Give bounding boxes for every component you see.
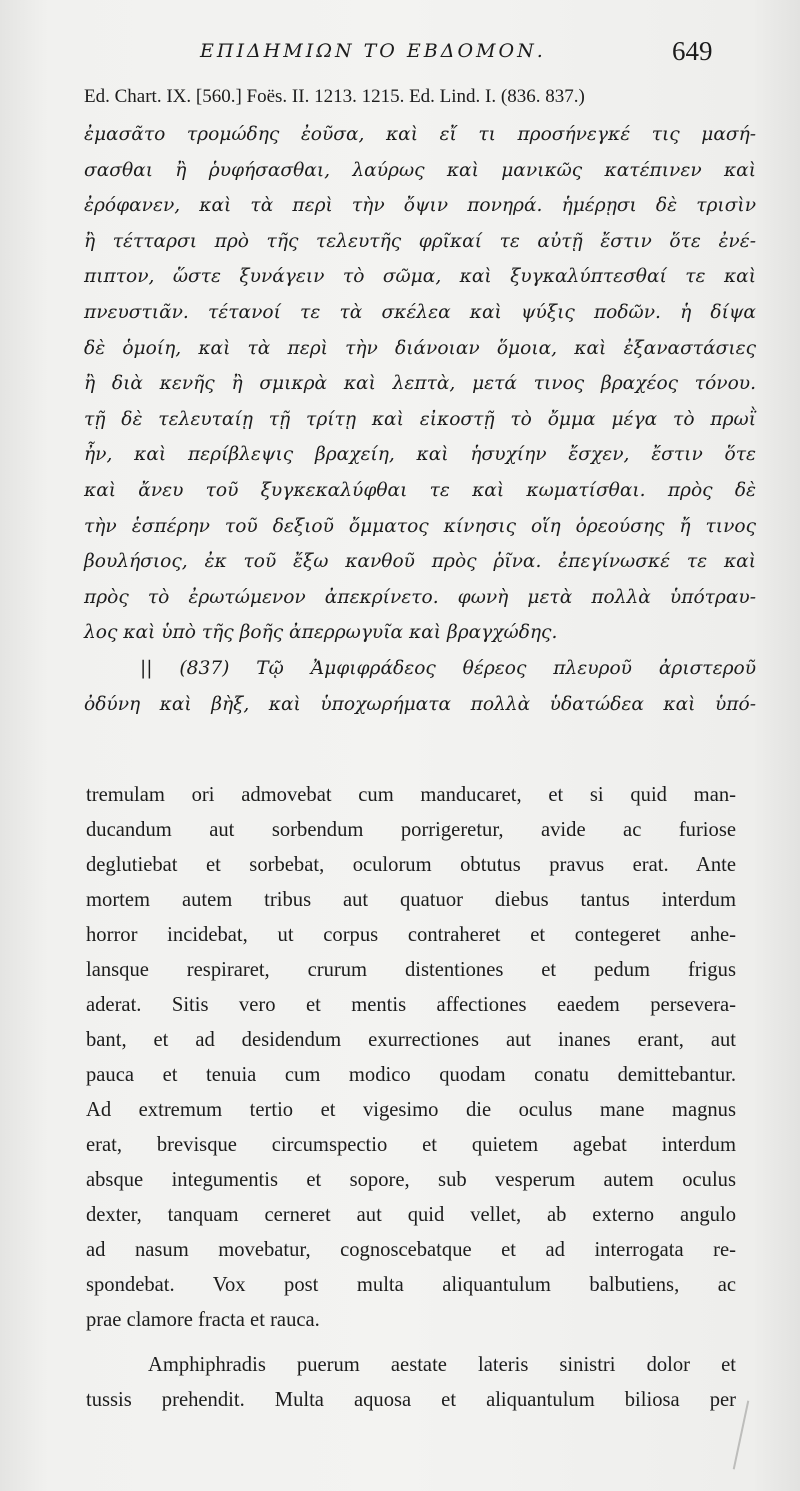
greek-line: τῇ δὲ τελευταίῃ τῇ τρίτῃ καὶ εἰκοστῇ τὸ ὄμμα μέγα τὸ πρωῒ bbox=[84, 408, 756, 430]
greek-line: πρὸς τὸ ἐρωτώμενον ἀπεκρίνετο. φωνὴ μετὰ πολλὰ ὑπότραυ- bbox=[84, 586, 756, 608]
greek-line: πιπτον, ὥστε ξυνάγειν τὸ σῶμα, καὶ ξυγκαλύπτεσθαί τε καὶ bbox=[84, 266, 756, 288]
latin-line: Amphiphradis puerum aestate lateris sinistri dolor et bbox=[148, 1354, 736, 1376]
edition-reference-line: Ed. Chart. IX. [560.] Foës. II. 1213. 1215. Ed. Lind. I. (836. 837.) bbox=[84, 86, 585, 107]
latin-text-block bbox=[86, 778, 736, 1418]
latin-line: spondebat. Vox post multa aliquantulum balbutiens, ac bbox=[86, 1274, 736, 1296]
greek-line: καὶ ἄνευ τοῦ ξυγκεκαλύφθαι τε καὶ κωματίσθαι. πρὸς δὲ bbox=[84, 479, 756, 501]
greek-line: βουλήσιος, ἐκ τοῦ ἔξω κανθοῦ πρὸς ῥῖνα. ἐπεγίνωσκέ τε καὶ bbox=[84, 551, 756, 573]
greek-line: ἢ διὰ κενῆς ἢ σμικρὰ καὶ λεπτὰ, μετά τινος βραχέος τόνου. bbox=[84, 373, 756, 395]
latin-line: horror incidebat, ut corpus contraheret et contegeret anhe- bbox=[86, 924, 736, 946]
greek-line: ἐμασᾶτο τρομώδης ἐοῦσα, καὶ εἴ τι προσήνεγκέ τις μασή- bbox=[84, 124, 756, 145]
latin-line: tussis prehendit. Multa aquosa et aliquantulum biliosa per bbox=[86, 1389, 736, 1411]
greek-line: πνευστιᾶν. τέτανοί τε τὰ σκέλεα καὶ ψύξις ποδῶν. ἡ δίψα bbox=[84, 301, 756, 323]
greek-line: δὲ ὁμοίη, καὶ τὰ περὶ τὴν διάνοιαν ὅμοια, καὶ ἐξαναστάσιες bbox=[84, 337, 756, 359]
greek-line: ἦν, καὶ περίβλεψις βραχείη, καὶ ἡσυχίην ἔσχεν, ἔστιν ὅτε bbox=[84, 444, 756, 466]
latin-line: pauca et tenuia cum modico quodam conatu demittebantur. bbox=[86, 1064, 736, 1086]
greek-line: ὀδύνη καὶ βὴξ, καὶ ὑποχωρήματα πολλὰ ὑδατώδεα καὶ ὑπό- bbox=[84, 693, 756, 715]
latin-line: dexter, tanquam cerneret aut quid vellet, ab externo angulo bbox=[86, 1204, 736, 1226]
greek-line: τὴν ἑσπέρην τοῦ δεξιοῦ ὄμματος κίνησις οἵη ὁρεούσης ἤ τινος bbox=[84, 515, 756, 537]
latin-line: mortem autem tribus aut quatuor diebus tantus interdum bbox=[86, 889, 736, 911]
paragraph-gap bbox=[86, 1338, 736, 1348]
latin-line: absque integumentis et sopore, sub vesperum autem oculus bbox=[86, 1169, 736, 1191]
greek-text-block bbox=[84, 117, 756, 722]
latin-line: erat, brevisque circumspectio et quietem agebat interdum bbox=[86, 1134, 736, 1156]
running-title: ΕΠΙΔΗΜΙΩΝ ΤΟ ΕΒΔΟΜΟΝ. bbox=[200, 40, 546, 62]
greek-line: λος καὶ ὑπὸ τῆς βοῆς ἀπερρωγυῖα καὶ βραγχώδης. bbox=[84, 622, 558, 644]
latin-line: aderat. Sitis vero et mentis affectiones eaedem persevera- bbox=[86, 994, 736, 1016]
latin-line: deglutiebat et sorbebat, oculorum obtutus pravus erat. Ante bbox=[86, 854, 736, 876]
latin-line: Ad extremum tertio et vigesimo die oculus mane magnus bbox=[86, 1099, 736, 1121]
greek-line: ἢ τέτταρσι πρὸ τῆς τελευτῆς φρῖκαί τε αὐτῇ ἔστιν ὅτε ἐνέ- bbox=[84, 230, 756, 252]
greek-line: || (837) Τῷ Ἀμφιφράδεος θέρεος πλευροῦ ἀριστεροῦ bbox=[140, 657, 756, 679]
latin-line: ducandum aut sorbendum porrigeretur, avide ac furiose bbox=[86, 819, 736, 841]
latin-line: bant, et ad desidendum exurrectiones aut inanes erant, aut bbox=[86, 1029, 736, 1051]
greek-line: ἐρόφανεν, καὶ τὰ περὶ τὴν ὄψιν πονηρά. ἡμέρῃσι δὲ τρισὶν bbox=[84, 195, 756, 217]
page-number: 649 bbox=[672, 36, 713, 66]
latin-line: prae clamore fracta et rauca. bbox=[86, 1309, 320, 1331]
latin-line: lansque respiraret, crurum distentiones et pedum frigus bbox=[86, 959, 736, 981]
latin-line: ad nasum movebatur, cognoscebatque et ad interrogata re- bbox=[86, 1239, 736, 1261]
greek-line: σασθαι ἢ ῥυφήσασθαι, λαύρως καὶ μανικῶς κατέπινεν καὶ bbox=[84, 159, 756, 181]
latin-line: tremulam ori admovebat cum manducaret, et si quid man- bbox=[86, 784, 736, 806]
